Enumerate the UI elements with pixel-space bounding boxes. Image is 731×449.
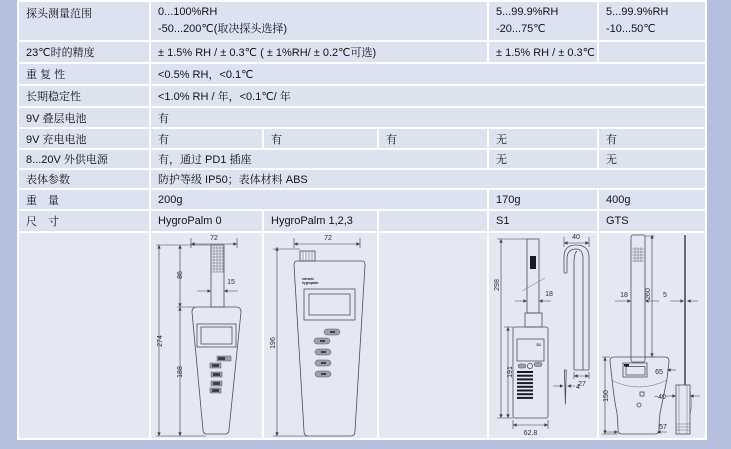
ext-power-main: 有，通过 PD1 插座: [158, 154, 252, 166]
recharge-value: 无: [496, 133, 507, 146]
recharge-value: 有: [606, 133, 617, 146]
probe-socket: [525, 313, 542, 327]
device-body: [294, 261, 365, 436]
button-square: [640, 392, 644, 396]
device-body: [192, 307, 241, 434]
dim-probe-diameter: 15: [227, 279, 235, 286]
hygropalm0-dimension-drawing: [151, 233, 262, 438]
drawing-empty-label: [19, 233, 149, 438]
label-text: 8...20V 外供电源: [26, 154, 108, 166]
weight-value: 170g: [496, 193, 521, 206]
row-label-weight: [19, 190, 149, 209]
ext-power-c4: [489, 150, 597, 168]
keypad-buttons: [210, 356, 231, 393]
ext-power-value: 无: [496, 154, 507, 166]
drawing-gts: [599, 233, 705, 438]
dim-tip-diameter: 4: [576, 384, 580, 391]
probe-filter-hatch: [632, 247, 644, 262]
row-label-housing: [19, 170, 149, 188]
drawing-hygropalm123: [264, 233, 377, 438]
row-label-measure-range: [19, 2, 149, 40]
recharge-value: 有: [158, 133, 169, 146]
recharge-value: 有: [386, 133, 397, 146]
s1-dimension-drawing: [489, 233, 597, 438]
size-c3: [379, 211, 487, 231]
row-label-accuracy: [19, 42, 149, 62]
label-text: 9V 叠层电池: [26, 112, 87, 125]
model-name-hygropalm123: HygroPalm 1,2,3: [271, 215, 353, 227]
accuracy-gts-cell: [599, 42, 705, 62]
gts-dimension-drawing: [599, 233, 705, 438]
range-main-cell: [151, 2, 487, 40]
probe-shaft: [527, 239, 539, 313]
row-label-9v-rechargeable: [19, 129, 149, 148]
size-c5: [599, 211, 705, 231]
side-body: [676, 385, 692, 434]
dim-total-height: 274: [157, 335, 164, 347]
accuracy-s1-cell: [489, 42, 597, 62]
dim-total-height: 298: [494, 279, 501, 291]
range-gts-cell: [599, 2, 705, 40]
dim-bottom-width: 57: [659, 424, 667, 431]
layer-battery-cell: [151, 108, 705, 127]
probe-filter-hatch: [211, 246, 224, 272]
range-s1-line2: -20...75℃: [496, 23, 546, 35]
controls: [518, 363, 542, 369]
dim-height: 196: [270, 337, 277, 349]
label-text: 23℃时的精度: [26, 47, 95, 59]
dim-width: 72: [324, 235, 332, 242]
range-s1-line1: 5...99.9%RH: [496, 6, 559, 18]
weight-value: 400g: [606, 193, 631, 206]
size-c1: [151, 211, 262, 231]
range-s1-cell: [489, 2, 597, 40]
keypad-buttons: [314, 329, 340, 377]
dim-side-width: ~40: [654, 394, 666, 401]
ext-power-main-cell: [151, 150, 487, 168]
spec-table: [17, 0, 707, 440]
display-inner: [626, 367, 645, 376]
row-label-size: [19, 211, 149, 231]
ext-power-value: 无: [606, 154, 617, 166]
dim-width: 72: [210, 235, 218, 242]
brand-line1: rotronic: [302, 277, 315, 281]
repeatability-value: <0.5% RH，<0.1℃: [158, 69, 254, 81]
range-gts-line1: 5...99.9%RH: [606, 6, 669, 18]
dim-side-width: 40: [572, 234, 580, 241]
speaker-grille: [517, 371, 533, 399]
recharge-c1: [151, 129, 262, 148]
dim-probe-length: 260: [645, 288, 652, 300]
layer-battery-value: 有: [158, 112, 169, 125]
range-main-line1: 0...100%RH: [158, 6, 218, 18]
probe-shaft: [211, 245, 224, 307]
range-main-line2: -50...200℃(取决探头选择): [158, 23, 288, 35]
drawing-hygropalm0: [151, 233, 262, 438]
probe-sensor-window: [530, 256, 536, 269]
model-name-gts: GTS: [606, 215, 629, 227]
ext-power-c5: [599, 150, 705, 168]
repeatability-cell: [151, 64, 705, 84]
dim-body-height: 191: [507, 366, 514, 378]
label-text: 重 复 性: [26, 69, 66, 81]
recharge-c2: [264, 129, 377, 148]
model-name-hygropalm0: HygroPalm 0: [158, 215, 222, 227]
row-label-9v-layer-battery: [19, 108, 149, 127]
hygropalm123-dimension-drawing: [264, 233, 377, 438]
drawing-empty-gap: [379, 233, 487, 438]
recharge-value: 有: [271, 133, 282, 146]
dim-body-height: 150: [603, 390, 610, 402]
stability-value: <1.0% RH / 年，<0.1℃/ 年: [158, 91, 291, 103]
label-text: 9V 充电电池: [26, 133, 87, 146]
size-c2: [264, 211, 377, 231]
drawing-s1: [489, 233, 597, 438]
display-label: S1: [536, 343, 541, 347]
dim-tip-diameter: 5: [663, 292, 667, 299]
display-inner: [201, 327, 232, 344]
label-text: 重 量: [26, 194, 59, 207]
dim-head-width: 65: [655, 369, 663, 376]
button-round: [637, 403, 641, 407]
row-label-stability: [19, 86, 149, 106]
recharge-c5: [599, 129, 705, 148]
accuracy-main: ± 1.5% RH / ± 0.3℃ ( ± 1%RH/ ± 0.2℃可选): [158, 47, 377, 59]
label-text: 探头测量范围: [26, 8, 92, 20]
dim-probe-diameter: 18: [545, 291, 553, 298]
housing-cell: [151, 170, 705, 188]
weight-c4: [489, 190, 597, 209]
weight-c5: [599, 190, 705, 209]
row-label-external-power: [19, 150, 149, 168]
label-text: 尺 寸: [26, 216, 59, 228]
brand-mark: [624, 364, 629, 367]
dim-bottom-width: 62.8: [523, 430, 538, 437]
accuracy-main-cell: [151, 42, 487, 62]
row-label-repeatability: [19, 64, 149, 84]
model-name-s1: S1: [496, 215, 510, 227]
dim-blade-width: 27: [578, 381, 586, 388]
range-gts-line2: -10...50℃: [606, 23, 656, 35]
dim-probe-diameter: 18: [620, 292, 628, 299]
recharge-c4: [489, 129, 597, 148]
display-inner: [309, 294, 350, 315]
dim-probe-section-height: 86: [177, 271, 184, 279]
accuracy-s1: ± 1.5% RH / ± 0.3℃: [496, 46, 596, 59]
label-text: 表体参数: [26, 174, 70, 186]
probe-connector: [300, 251, 315, 261]
display-outer: [197, 324, 236, 347]
weight-main: 200g: [158, 193, 183, 206]
housing-value: 防护等级 IP50；表体材料 ABS: [158, 174, 308, 186]
recharge-c3: [379, 129, 487, 148]
weight-main-cell: [151, 190, 487, 209]
stability-cell: [151, 86, 705, 106]
size-c4: [489, 211, 597, 231]
label-text: 长期稳定性: [26, 91, 81, 103]
brand-line2: hygropalm: [302, 281, 319, 285]
dim-body-height: 188: [177, 366, 184, 378]
